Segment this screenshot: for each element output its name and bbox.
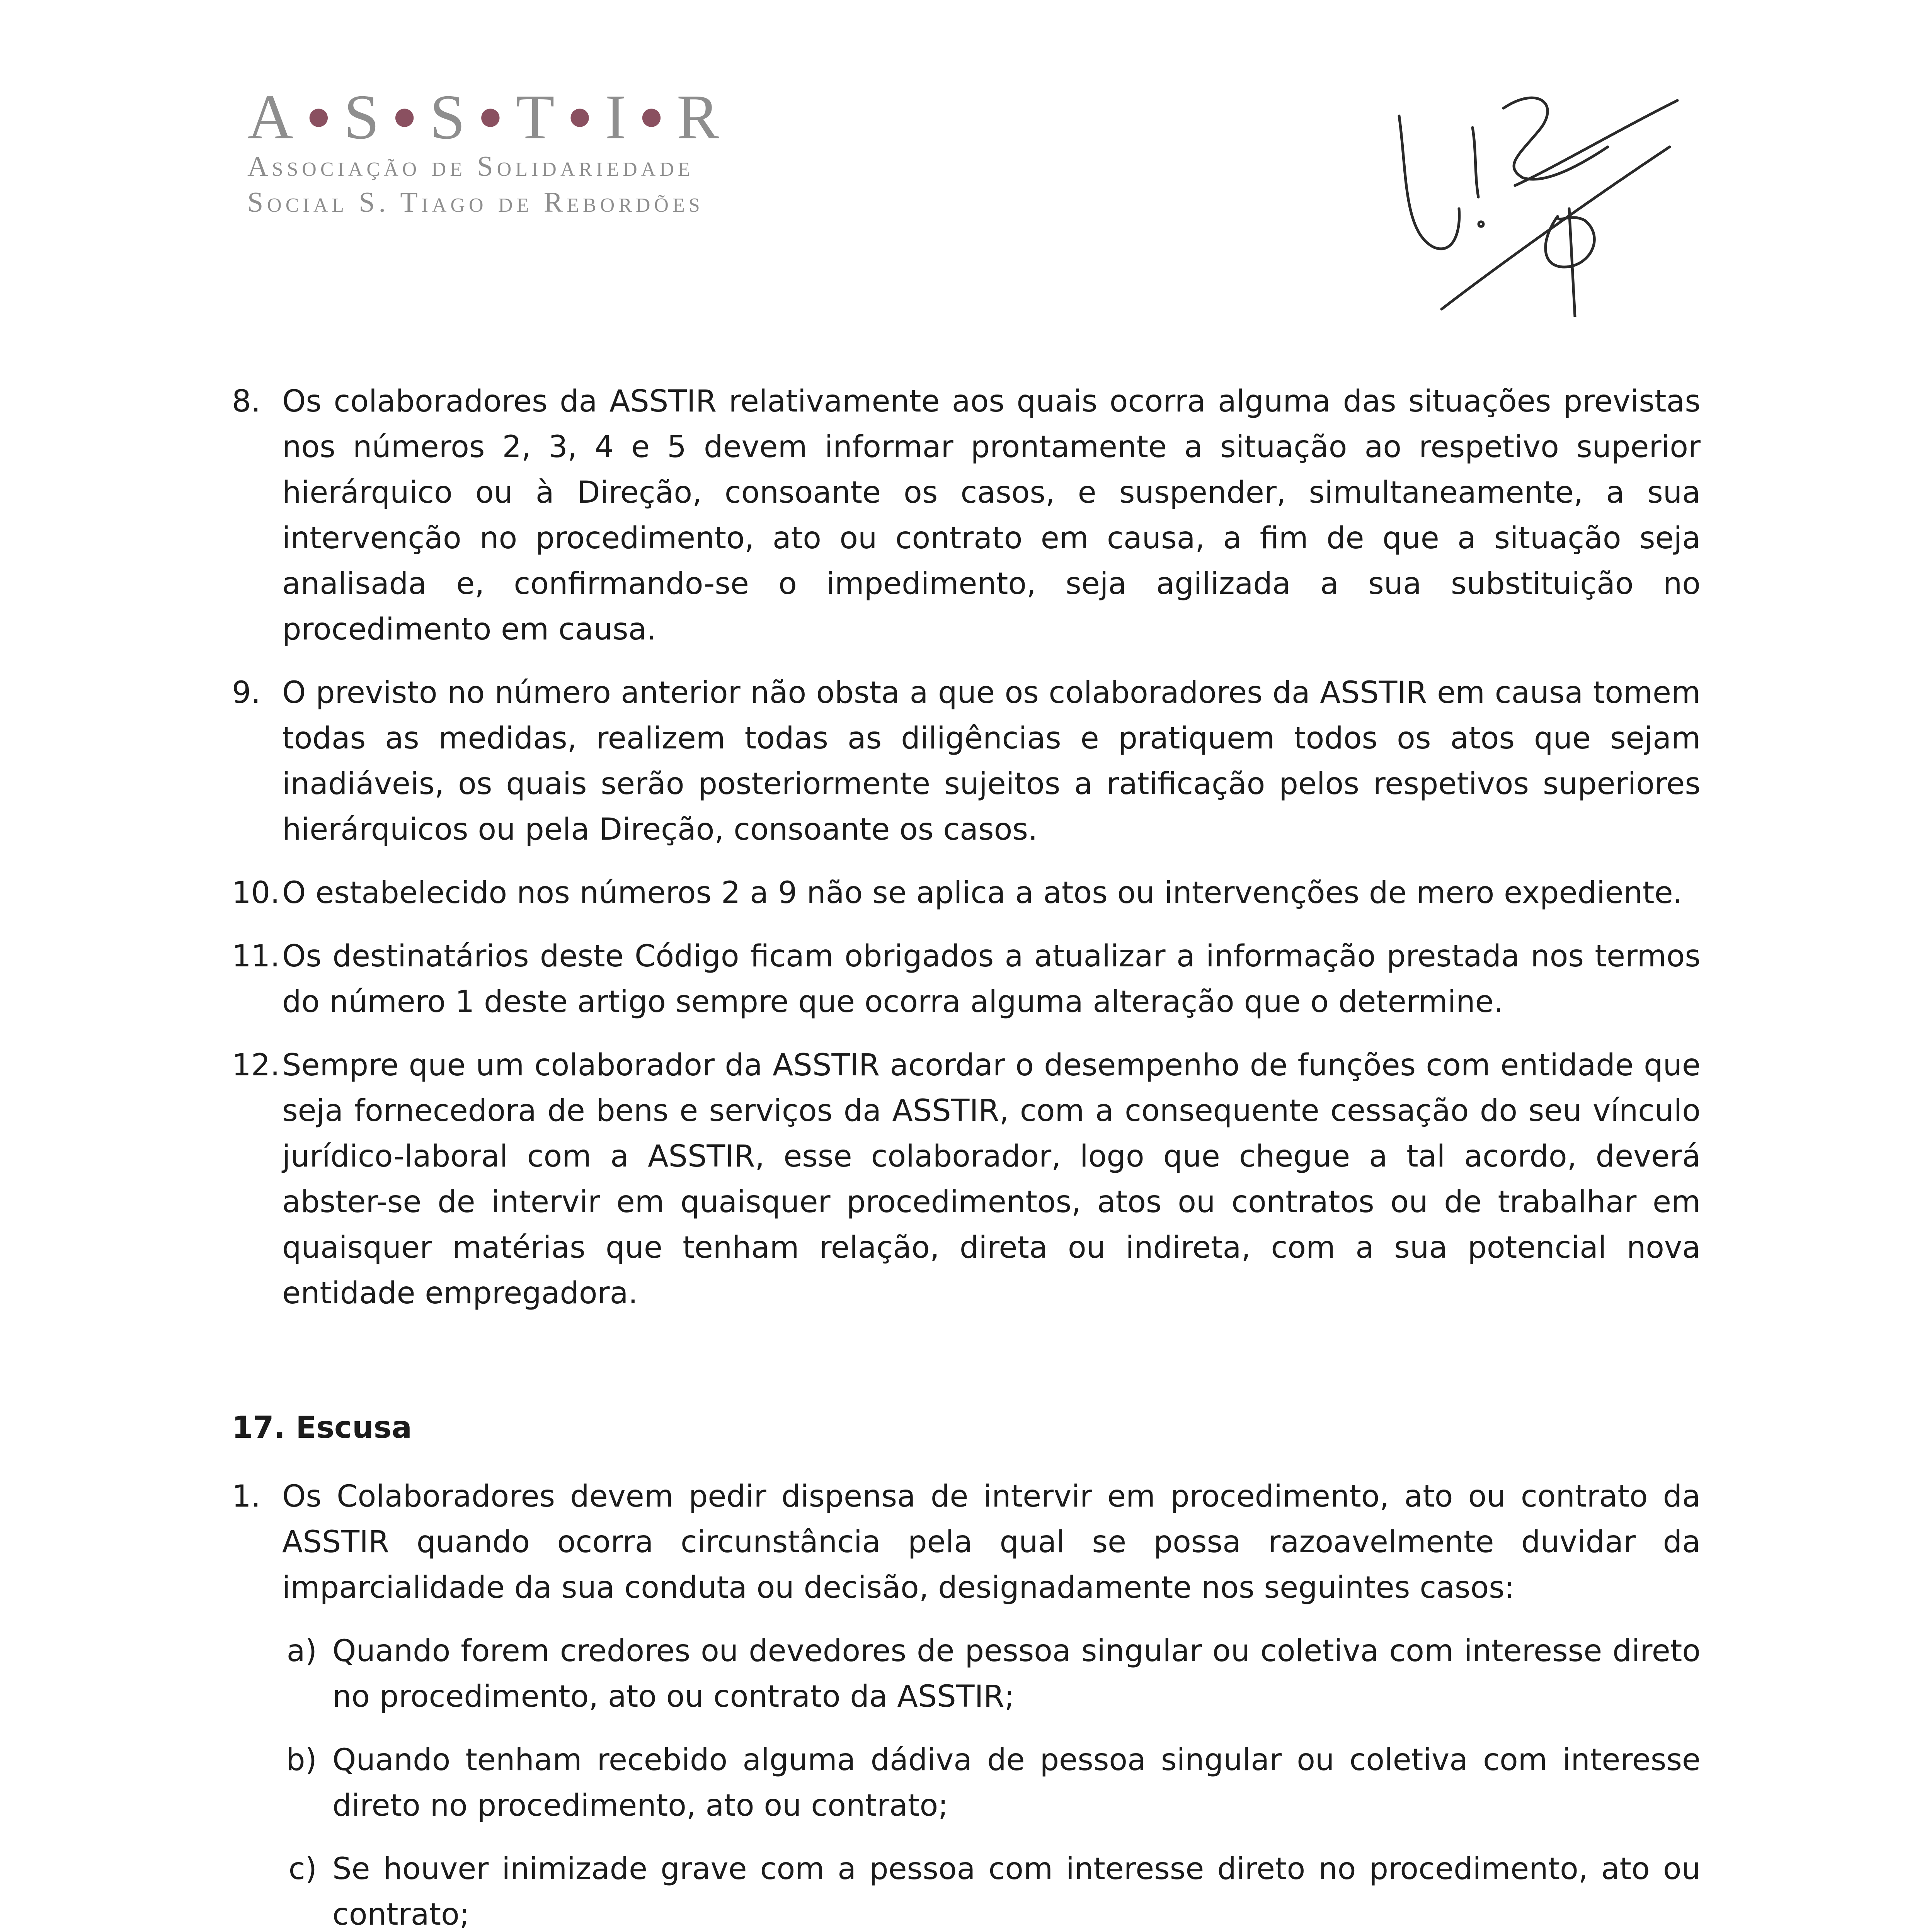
- subclause-a: a) Quando forem credores ou devedores de pessoa singular ou coletiva com interesse direto no procedimento, ato ou contrato da ASSTIR;: [286, 1634, 1701, 1714]
- clause-16-9: 9. O previsto no número anterior não obsta a que os colaboradores da ASSTIR em causa tomem todas as medidas, realizem todas as diligências e pratiquem todos os atos que sejam inadiáveis, os quais serão posteriormente sujeitos a ratificação pelos respetivos superiores hierárquicos ou pela Direção, consoante os casos.: [232, 675, 1701, 847]
- logo-subtitle-line1: Associação de Solidariedade: [247, 151, 694, 182]
- clause-17-1: 1. Os Colaboradores devem pedir dispensa de intervir em procedimento, ato ou contrato da ASSTIR quando ocorra circunstância pela qual se possa razoavelmente duvidar da imparcialidade da sua conduta ou decisão, designadamente nos seguintes casos:: [232, 1479, 1701, 1605]
- organization-logo: [247, 82, 722, 220]
- subclause-c: c) Se houver inimizade grave com a pessoa com interesse direto no procedimento, ato ou contrato;: [288, 1852, 1701, 1932]
- handwritten-signature: [1376, 70, 1685, 317]
- logo-letters: A ● S ● S ● T ● I ● R: [247, 82, 722, 152]
- clause-16-11: 11. Os destinatários deste Código ficam obrigados a atualizar a informação prestada nos termos do número 1 deste artigo sempre que ocorra alguma alteração que o determine.: [232, 939, 1701, 1019]
- document-body: [232, 379, 1701, 1932]
- clause-16-10: 10. O estabelecido nos números 2 a 9 não se aplica a atos ou intervenções de mero expediente.: [232, 876, 1683, 910]
- section-heading: 17. Escusa: [232, 1410, 412, 1445]
- clause-16-8: 8. Os colaboradores da ASSTIR relativamente aos quais ocorra alguma das situações previstas nos números 2, 3, 4 e 5 devem informar prontamente a situação ao respetivo superior hierárquico ou à Direção, consoante os casos, e suspender, simultaneamente, a sua intervenção no procedimento, ato ou contrato em causa, a fim de que a situação seja analisada e, confirmando-se o impedimento, seja agilizada a sua substituição no procedimento em causa.: [232, 384, 1701, 647]
- clause-16-12: 12. Sempre que um colaborador da ASSTIR acordar o desempenho de funções com entidade que seja fornecedora de bens e serviços da ASSTIR, com a consequente cessação do seu vínculo jurídico-laboral com a ASSTIR, esse colaborador, logo que chegue a tal acordo, deverá abster-se de intervir em quaisquer procedimentos, atos ou contratos ou de trabalhar em quaisquer matérias que tenham relação, direta ou indireta, com a sua potencial nova entidade empregadora.: [232, 1048, 1701, 1311]
- subclause-b: b) Quando tenham recebido alguma dádiva de pessoa singular ou coletiva com interesse direto no procedimento, ato ou contrato;: [286, 1743, 1701, 1823]
- logo-subtitle-line2: Social S. Tiago de Rebordões: [247, 186, 704, 218]
